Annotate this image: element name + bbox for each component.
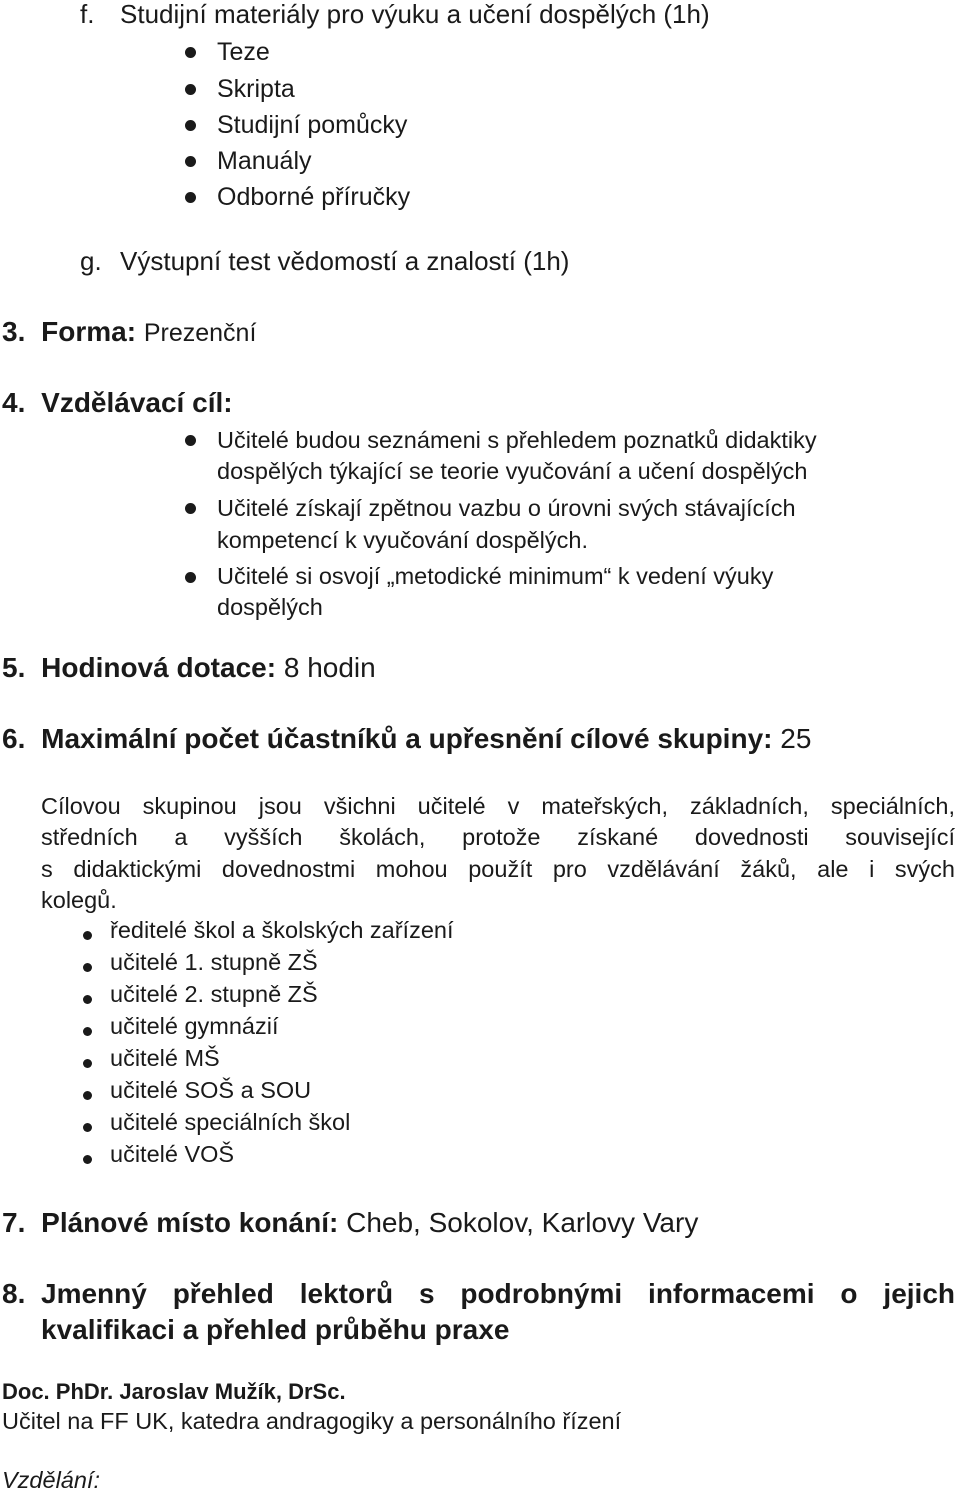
misto-number: 7. bbox=[2, 1207, 26, 1238]
paragraph-line: s didaktickými dovednostmi mohou použít pro vzdělávání žáků, ale i svých bbox=[41, 855, 955, 882]
bullet-icon bbox=[185, 572, 196, 583]
list-item: Teze bbox=[217, 38, 270, 66]
list-item: Učitelé získají zpětnou vazbu o úrovni svých stávajících bbox=[217, 495, 796, 521]
list-item: učitelé VOŠ bbox=[110, 1141, 235, 1167]
education-label: Vzdělání: bbox=[2, 1467, 100, 1493]
list-item: učitelé 2. stupně ZŠ bbox=[110, 981, 318, 1007]
list-item: Učitelé si osvojí „metodické minimum“ k vedení výuky bbox=[217, 563, 774, 589]
list-item: učitelé 1. stupně ZŠ bbox=[110, 949, 318, 975]
list-item: Učitelé budou seznámeni s přehledem poznatků didaktiky bbox=[217, 427, 817, 453]
bullet-icon bbox=[185, 503, 196, 514]
bullet-icon bbox=[83, 931, 92, 940]
dotace-label: Hodinová dotace: bbox=[41, 652, 277, 683]
dotace-heading bbox=[2, 651, 376, 685]
list-item: Skripta bbox=[217, 75, 295, 103]
bullet-icon bbox=[83, 1027, 92, 1036]
lecturer-name: Doc. PhDr. Jaroslav Mužík, DrSc. bbox=[2, 1379, 346, 1404]
bullet-icon bbox=[185, 156, 196, 167]
misto-value: Cheb, Sokolov, Karlovy Vary bbox=[346, 1207, 699, 1238]
list-item: učitelé speciálních škol bbox=[110, 1109, 351, 1135]
list-item-continuation: kompetencí k vyučování dospělých. bbox=[217, 527, 588, 553]
cil-heading bbox=[2, 386, 233, 420]
section-g-label: g. bbox=[80, 246, 102, 276]
cil-number: 4. bbox=[2, 387, 26, 418]
list-item: ředitelé škol a školských zařízení bbox=[110, 917, 454, 943]
bullet-icon bbox=[83, 1155, 92, 1164]
bullet-icon bbox=[83, 995, 92, 1004]
bullet-icon bbox=[185, 84, 196, 95]
bullet-icon bbox=[83, 963, 92, 972]
ucastnici-heading bbox=[2, 722, 811, 756]
cil-label: Vzdělávací cíl: bbox=[41, 387, 233, 418]
forma-heading bbox=[2, 315, 256, 350]
dotace-value: 8 hodin bbox=[283, 652, 376, 683]
section-f-title: Studijní materiály pro výuku a učení dospělých (1h) bbox=[120, 0, 710, 29]
ucastnici-label: Maximální počet účastníků a upřesnění cílové skupiny: bbox=[41, 723, 773, 754]
lektori-number: 8. bbox=[2, 1278, 26, 1309]
list-item: učitelé MŠ bbox=[110, 1045, 220, 1071]
list-item: učitelé gymnázií bbox=[110, 1013, 279, 1039]
ucastnici-number: 6. bbox=[2, 723, 26, 754]
paragraph-line: středních a vyšších školách, protože získané dovednosti související bbox=[41, 824, 955, 851]
list-item: Odborné příručky bbox=[217, 183, 411, 211]
lektori-heading-line1: Jmenný přehled lektorů s podrobnými informacemi o jejich bbox=[41, 1278, 955, 1309]
bullet-icon bbox=[83, 1123, 92, 1132]
paragraph-line: kolegů. bbox=[41, 886, 117, 913]
bullet-icon bbox=[83, 1091, 92, 1100]
bullet-icon bbox=[185, 120, 196, 131]
bullet-icon bbox=[185, 47, 196, 58]
bullet-icon bbox=[83, 1059, 92, 1068]
bullet-icon bbox=[185, 192, 196, 203]
lektori-heading-line2: kvalifikaci a přehled průběhu praxe bbox=[41, 1314, 510, 1345]
forma-label: Forma: bbox=[41, 316, 137, 347]
misto-label: Plánové místo konání: bbox=[41, 1207, 339, 1238]
lecturer-position: Učitel na FF UK, katedra andragogiky a personálního řízení bbox=[2, 1408, 622, 1434]
list-item-continuation: dospělých týkající se teorie vyučování a učení dospělých bbox=[217, 458, 808, 484]
list-item: Studijní pomůcky bbox=[217, 111, 408, 139]
section-f-label: f. bbox=[80, 0, 95, 29]
paragraph-line: Cílovou skupinou jsou všichni učitelé v mateřských, základních, speciálních, bbox=[41, 793, 955, 819]
ucastnici-value: 25 bbox=[780, 723, 812, 754]
target-group-paragraph bbox=[41, 791, 955, 916]
bullet-icon bbox=[185, 435, 196, 446]
list-item: učitelé SOŠ a SOU bbox=[110, 1077, 312, 1103]
list-item: Manuály bbox=[217, 147, 312, 175]
forma-number: 3. bbox=[2, 316, 26, 347]
list-item-continuation: dospělých bbox=[217, 594, 323, 620]
section-g-title: Výstupní test vědomostí a znalostí (1h) bbox=[120, 246, 570, 276]
forma-value: Prezenční bbox=[143, 319, 257, 347]
misto-heading bbox=[2, 1206, 698, 1240]
dotace-number: 5. bbox=[2, 652, 26, 683]
